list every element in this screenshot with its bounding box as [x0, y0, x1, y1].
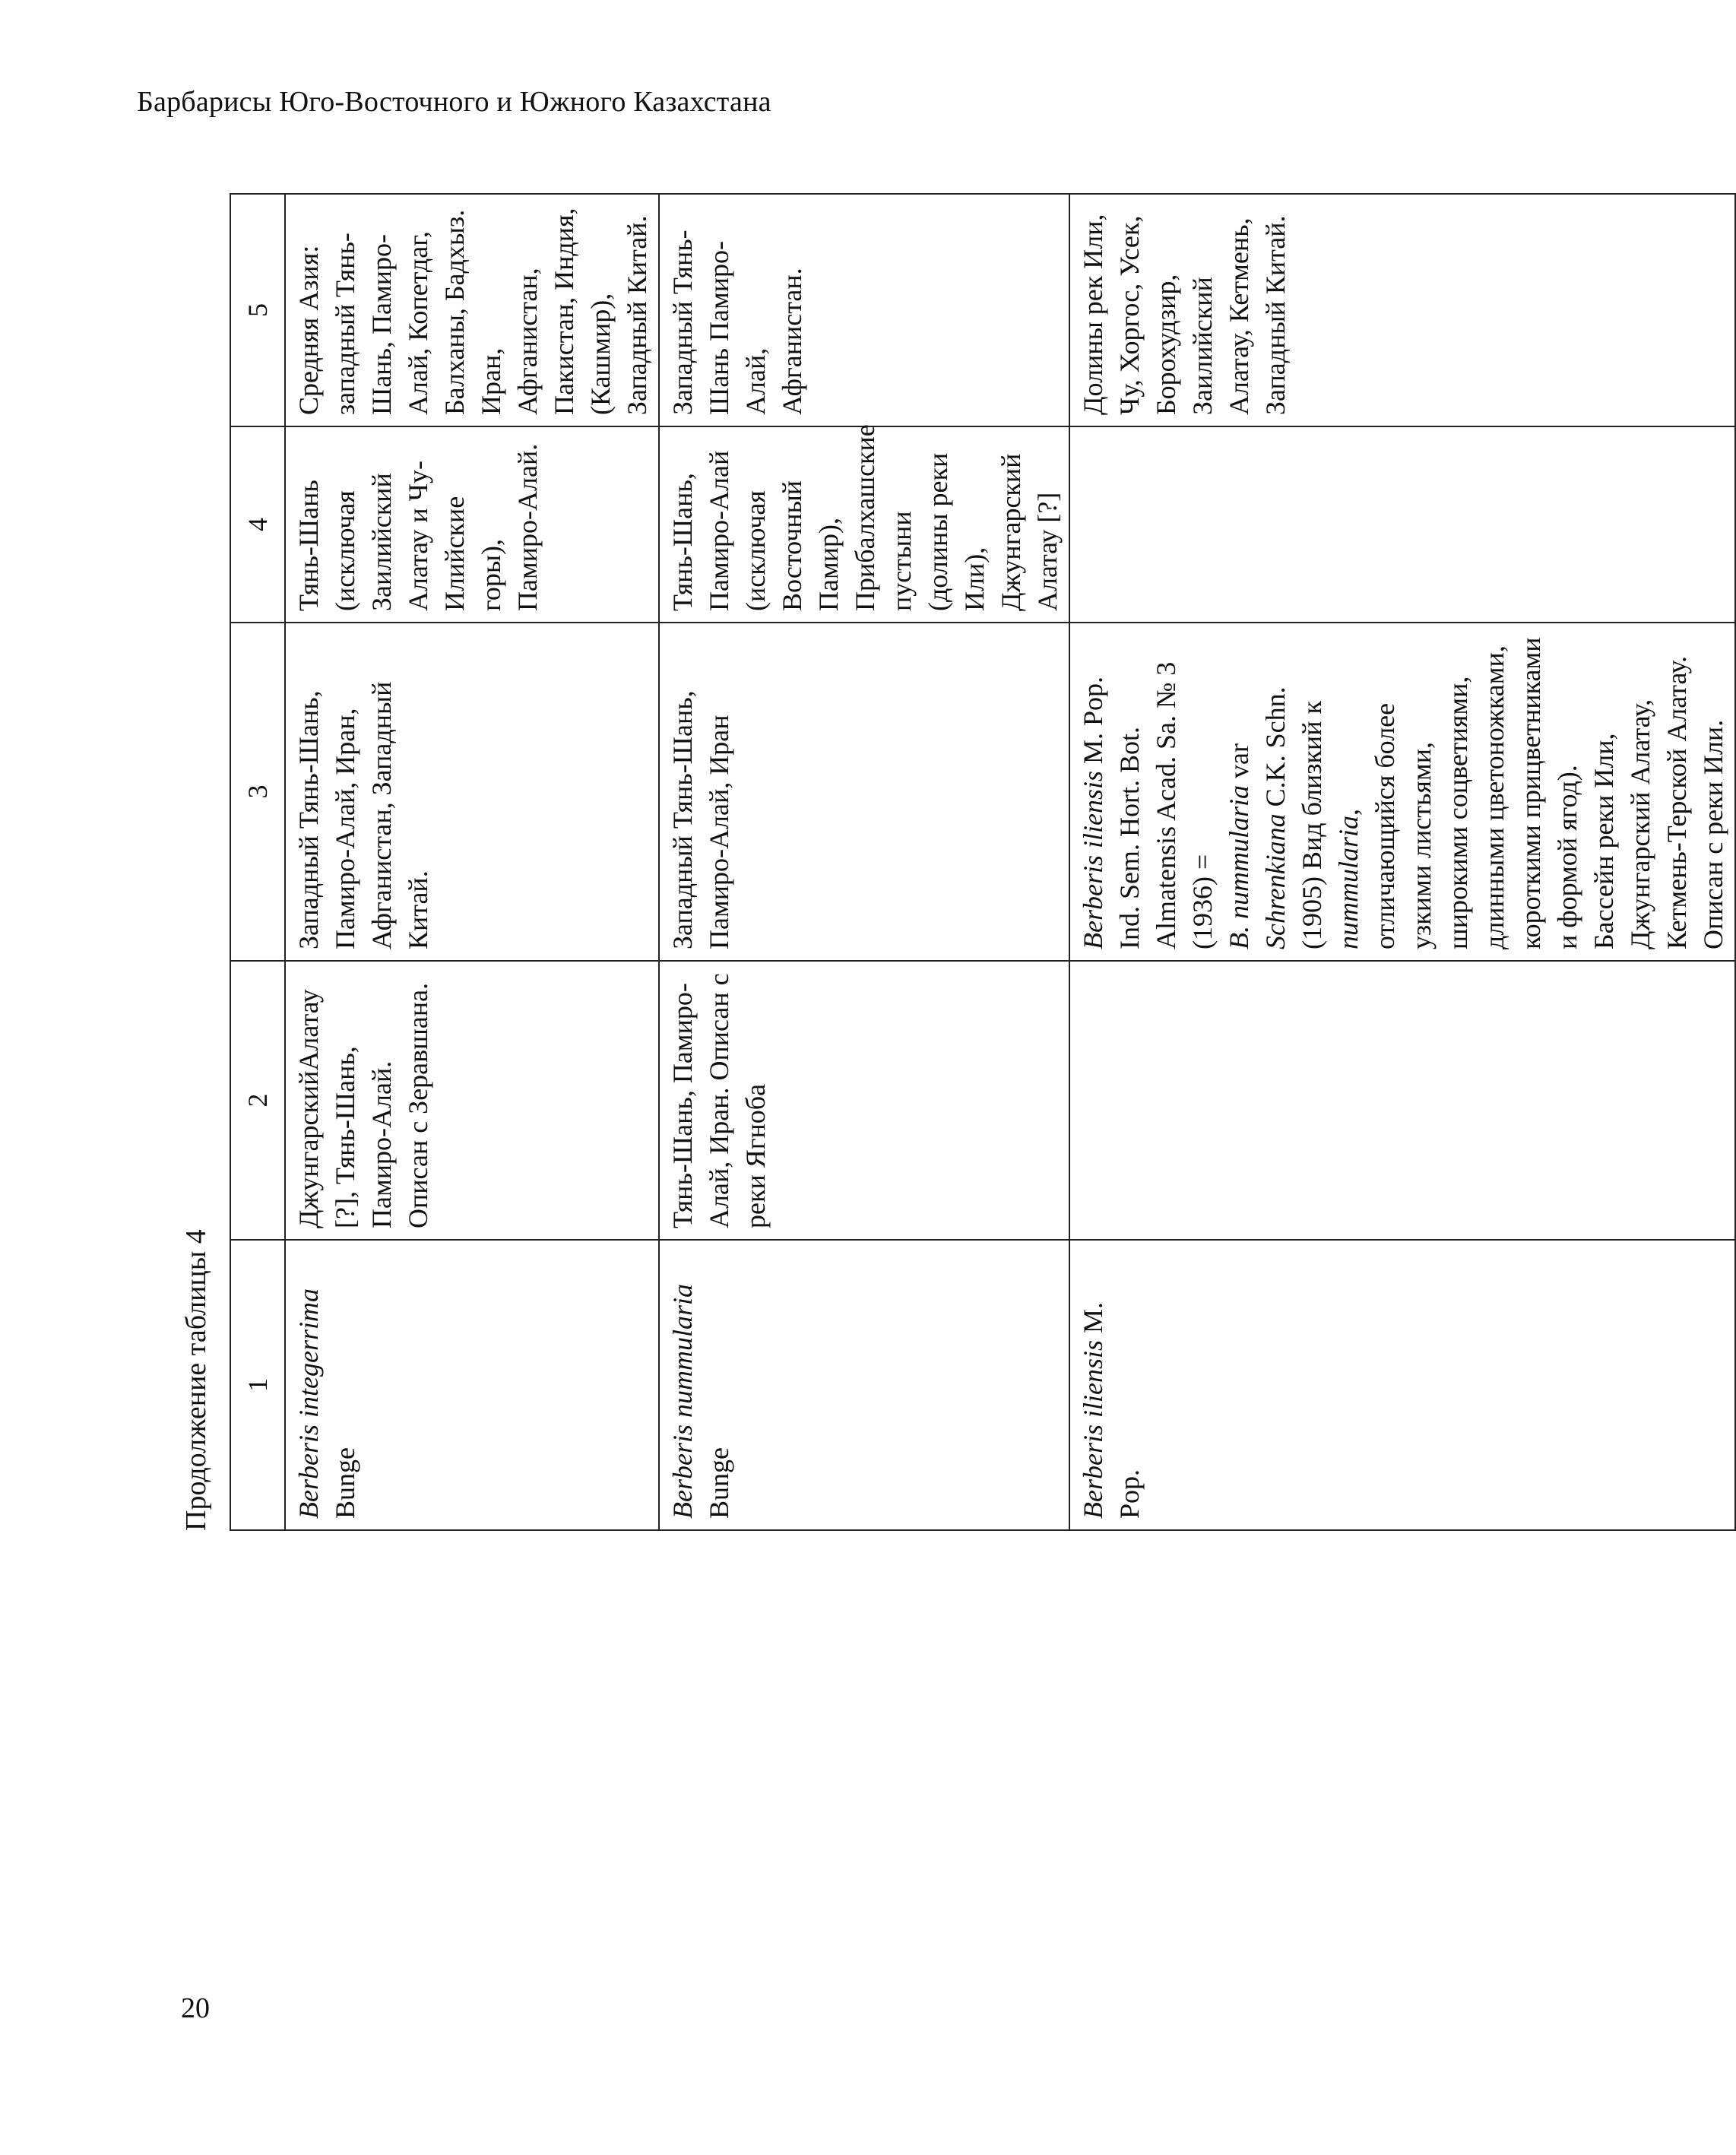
table-cell: Западный Тянь-Шань, Памиро-Алай, Иран: [659, 623, 1069, 961]
table-cell: [1069, 961, 1735, 1240]
cell-text: Бассейн реки Или, Джунгарский Алатау, Кетмень-Терской Алатау. Описан с реки Или.: [1589, 655, 1728, 949]
cell-text: var: [1224, 743, 1254, 785]
table-row: [659, 194, 1069, 1530]
table-cell: Средняя Азия: западный Тянь-Шань, Памиро-Алай, Копетдаг, Балханы, Бадхыз. Иран, Афганистан, Пакистан, Индия, (Кашмир), Западный Китай.: [285, 194, 659, 426]
synonymy-cell: [1069, 623, 1735, 961]
cell-text: C.K. Schn. (1905) Вид близкий к: [1260, 686, 1327, 949]
column-header: 3: [230, 623, 285, 961]
table-caption: Продолжение таблицы 4: [180, 1229, 212, 1531]
table-cell: Тянь-Шань, Памиро-Алай (исключая Восточный Памир), Прибалхашские пустыни (долины реки Или), Джунгарский Алатау [?]: [659, 426, 1069, 623]
column-header: 5: [230, 194, 285, 426]
cell-text: , отличающийся более узкими листьями, широкими соцветиями, длинными цветоножками, короткими прицветниками и формой ягод).: [1333, 637, 1582, 949]
column-header: 1: [230, 1240, 285, 1530]
rotated-content: [179, 195, 1728, 1531]
running-head: Барбарисы Юго-Восточного и Южного Казахстана: [137, 86, 771, 118]
table-cell: Тянь-Шань, Памиро-Алай, Иран. Описан с реки Ягноба: [659, 961, 1069, 1240]
page-number: 20: [181, 1992, 210, 2024]
species-author: Bunge: [330, 1447, 360, 1519]
table-cell: Западный Тянь-Шань, Памиро-Алай, Иран, Афганистан, Западный Китай.: [285, 623, 659, 961]
species-cell: [659, 1240, 1069, 1530]
column-header: 2: [230, 961, 285, 1240]
table-cell: Западный Тянь-Шань Памиро-Алай, Афганистан.: [659, 194, 1069, 426]
latin-name: Schrenkiana: [1260, 813, 1291, 949]
species-latin: Berberis iliensis: [1078, 1340, 1108, 1519]
table-row: [285, 194, 659, 1530]
table-cell: Тянь-Шань (исключая Заилийский Алатау и Чу-Илийские горы), Памиро-Алай.: [285, 426, 659, 623]
species-author: M. Pop.: [1078, 1302, 1145, 1519]
species-cell: [1069, 1240, 1735, 1530]
latin-name: Berberis iliensis: [1078, 771, 1108, 949]
latin-name: nummularia: [1333, 815, 1364, 949]
column-header: 4: [230, 426, 285, 623]
table-cell: Долины рек Или, Чу, Хоргос, Усек, Борохудзир, Заилийский Алатау, Кетмень, Западный Китай.: [1069, 194, 1735, 426]
data-table: [230, 193, 1736, 1531]
latin-name: B. nummularia: [1224, 785, 1254, 949]
species-cell: [285, 1240, 659, 1530]
species-latin: Berberis nummularia: [667, 1284, 698, 1519]
species-latin: Berberis integerrima: [293, 1288, 324, 1519]
table-header-row: [230, 194, 285, 1530]
table-cell: [1069, 426, 1735, 623]
table-row: [1069, 194, 1735, 1530]
table-cell: ДжунгарскийАлатау [?], Тянь-Шань, Памиро-Алай. Описан с Зеравшана.: [285, 961, 659, 1240]
cell-text: M. Pop. Ind. Sem. Hort. Bot. Almatensis Acad. Sa. № 3 (1936) =: [1078, 661, 1218, 949]
species-author: Bunge: [704, 1447, 734, 1519]
rotated-table-block: [179, 195, 1728, 1531]
